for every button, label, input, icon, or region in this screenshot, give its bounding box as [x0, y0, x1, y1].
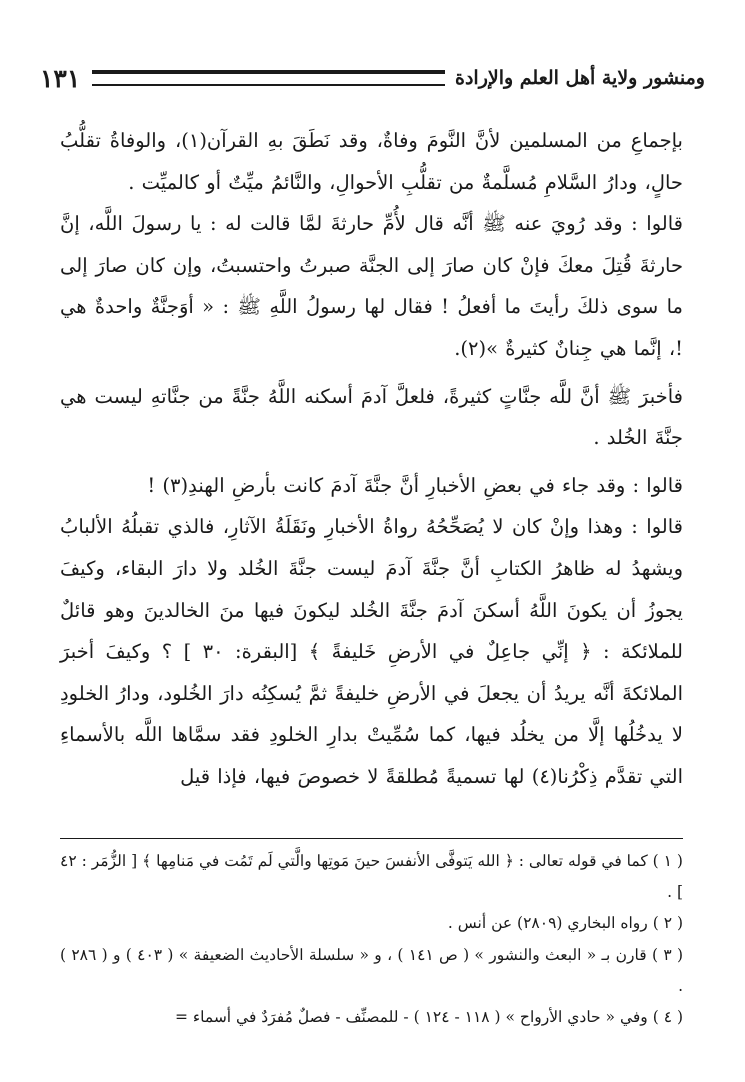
footnote: ( ٤ ) وفي « حادي الأرواح » ( ١١٨ - ١٢٤ ) - للمصنِّف - فصلٌ مُفرَدٌ في أسماء =: [174, 1008, 683, 1027]
footnote: ( ٣ ) قارن بـ « البعث والنشور » ( ص ١٤١ ) ، و « سلسلة الأحاديث الضعيفة » ( ٤٠٣ ) و ( ٢٨٦ ) .: [60, 945, 684, 995]
paragraph: قالوا : وقد جاء في بعضِ الأخبارِ أنَّ جنَّةَ آدمَ كانت بأرضِ الهندِ(٣) !: [147, 473, 683, 497]
footnote-divider: [60, 838, 683, 839]
body-text: [60, 120, 683, 798]
header-rule: [92, 70, 445, 86]
paragraph: قالوا : وهذا وإنْ كان لا يُصَحِّحُهُ رواةُ الأخبارِ ونَقَلَةُ الآثارِ، فالذي تقبلُهُ الألبابُ ويشهدُ له ظاهرُ الكتابِ أنَّ جنَّةَ آدمَ ليست جنَّةَ الخُلد ولا دارَ البقاء، وكيفَ يجوزُ أن يكونَ اللَّهُ أسكنَ آدمَ جنَّةَ الخُلد ليكونَ فيها منَ الخالدينَ وهو قائلٌ للملائكة : ﴿ إنِّي جاعِلٌ في الأرضِ خَليفةً ﴾ [البقرة: ٣٠ ] ؟ وكيفَ أخبرَ الملائكةَ أنَّه يريدُ أن يجعلَ في الأرضِ خليفةً ثمَّ يُسكِنُه دارَ الخُلود، ودارُ الخلودِ لا يدخُلُها إلَّا من يخلُد فيها، كما سُمِّيتْ بدارِ الخلودِ فقد سمَّاها اللَّه بالأسماءِ التي تقدَّم ذِكْرُنا(٤) لها تسميةً مُطلقةً لا خصوصَ فيها، فإذا قيل: [60, 515, 683, 788]
paragraph: قالوا : وقد رُويَ عنه ﷺ أنَّه قال لأُمِّ حارثةَ لمَّا قالت له : يا رسولَ اللَّه، إنَّ حارثةَ قُتِلَ معكَ فإنْ كان صارَ إلى الجنَّة صبرتُ واحتسبتُ، وإن كان صارَ إلى ما سوى ذلكَ رأيتَ ما أفعلُ ! فقال لها رسولُ اللَّهِ ﷺ : « أوَجنَّةٌ واحدةٌ هي !، إنَّما هي جِنانٌ كثيرةٌ »(٢).: [60, 212, 683, 360]
paragraph: بإجماعِ من المسلمين لأنَّ النَّومَ وفاةٌ، وقد نَطَقَ بهِ القرآن(١)، والوفاةُ تقلُّبُ حالٍ، ودارُ السَّلامِ مُسلَّمةٌ من تقلُّبِ الأحوالِ، والنَّائمُ ميِّتٌ أو كالميِّت .: [60, 129, 683, 194]
paragraph: فأخبرَ ﷺ أنَّ للَّه جنَّاتٍ كثيرةً، فلعلَّ آدمَ أسكنه اللَّهُ جنَّةً من جنَّاتهِ ليست هي جنَّةَ الخُلد .: [60, 384, 683, 450]
footnote: ( ١ ) كما في قوله تعالى : ﴿ الله يَتوفَّى الأنفسَ حينَ مَوتِها والَّتي لَم تَمُت في مَنامِها ﴾ [ الزُّمَر : ٤٢ ] .: [60, 852, 683, 902]
footnotes: [60, 846, 683, 1033]
page-header: [40, 58, 705, 98]
page-number: ١٣١: [40, 63, 81, 93]
running-title: ومنشور ولاية أهل العلم والإرادة: [455, 67, 705, 89]
footnote: ( ٢ ) رواه البخاري (٢٨٠٩) عن أنس .: [447, 914, 683, 933]
